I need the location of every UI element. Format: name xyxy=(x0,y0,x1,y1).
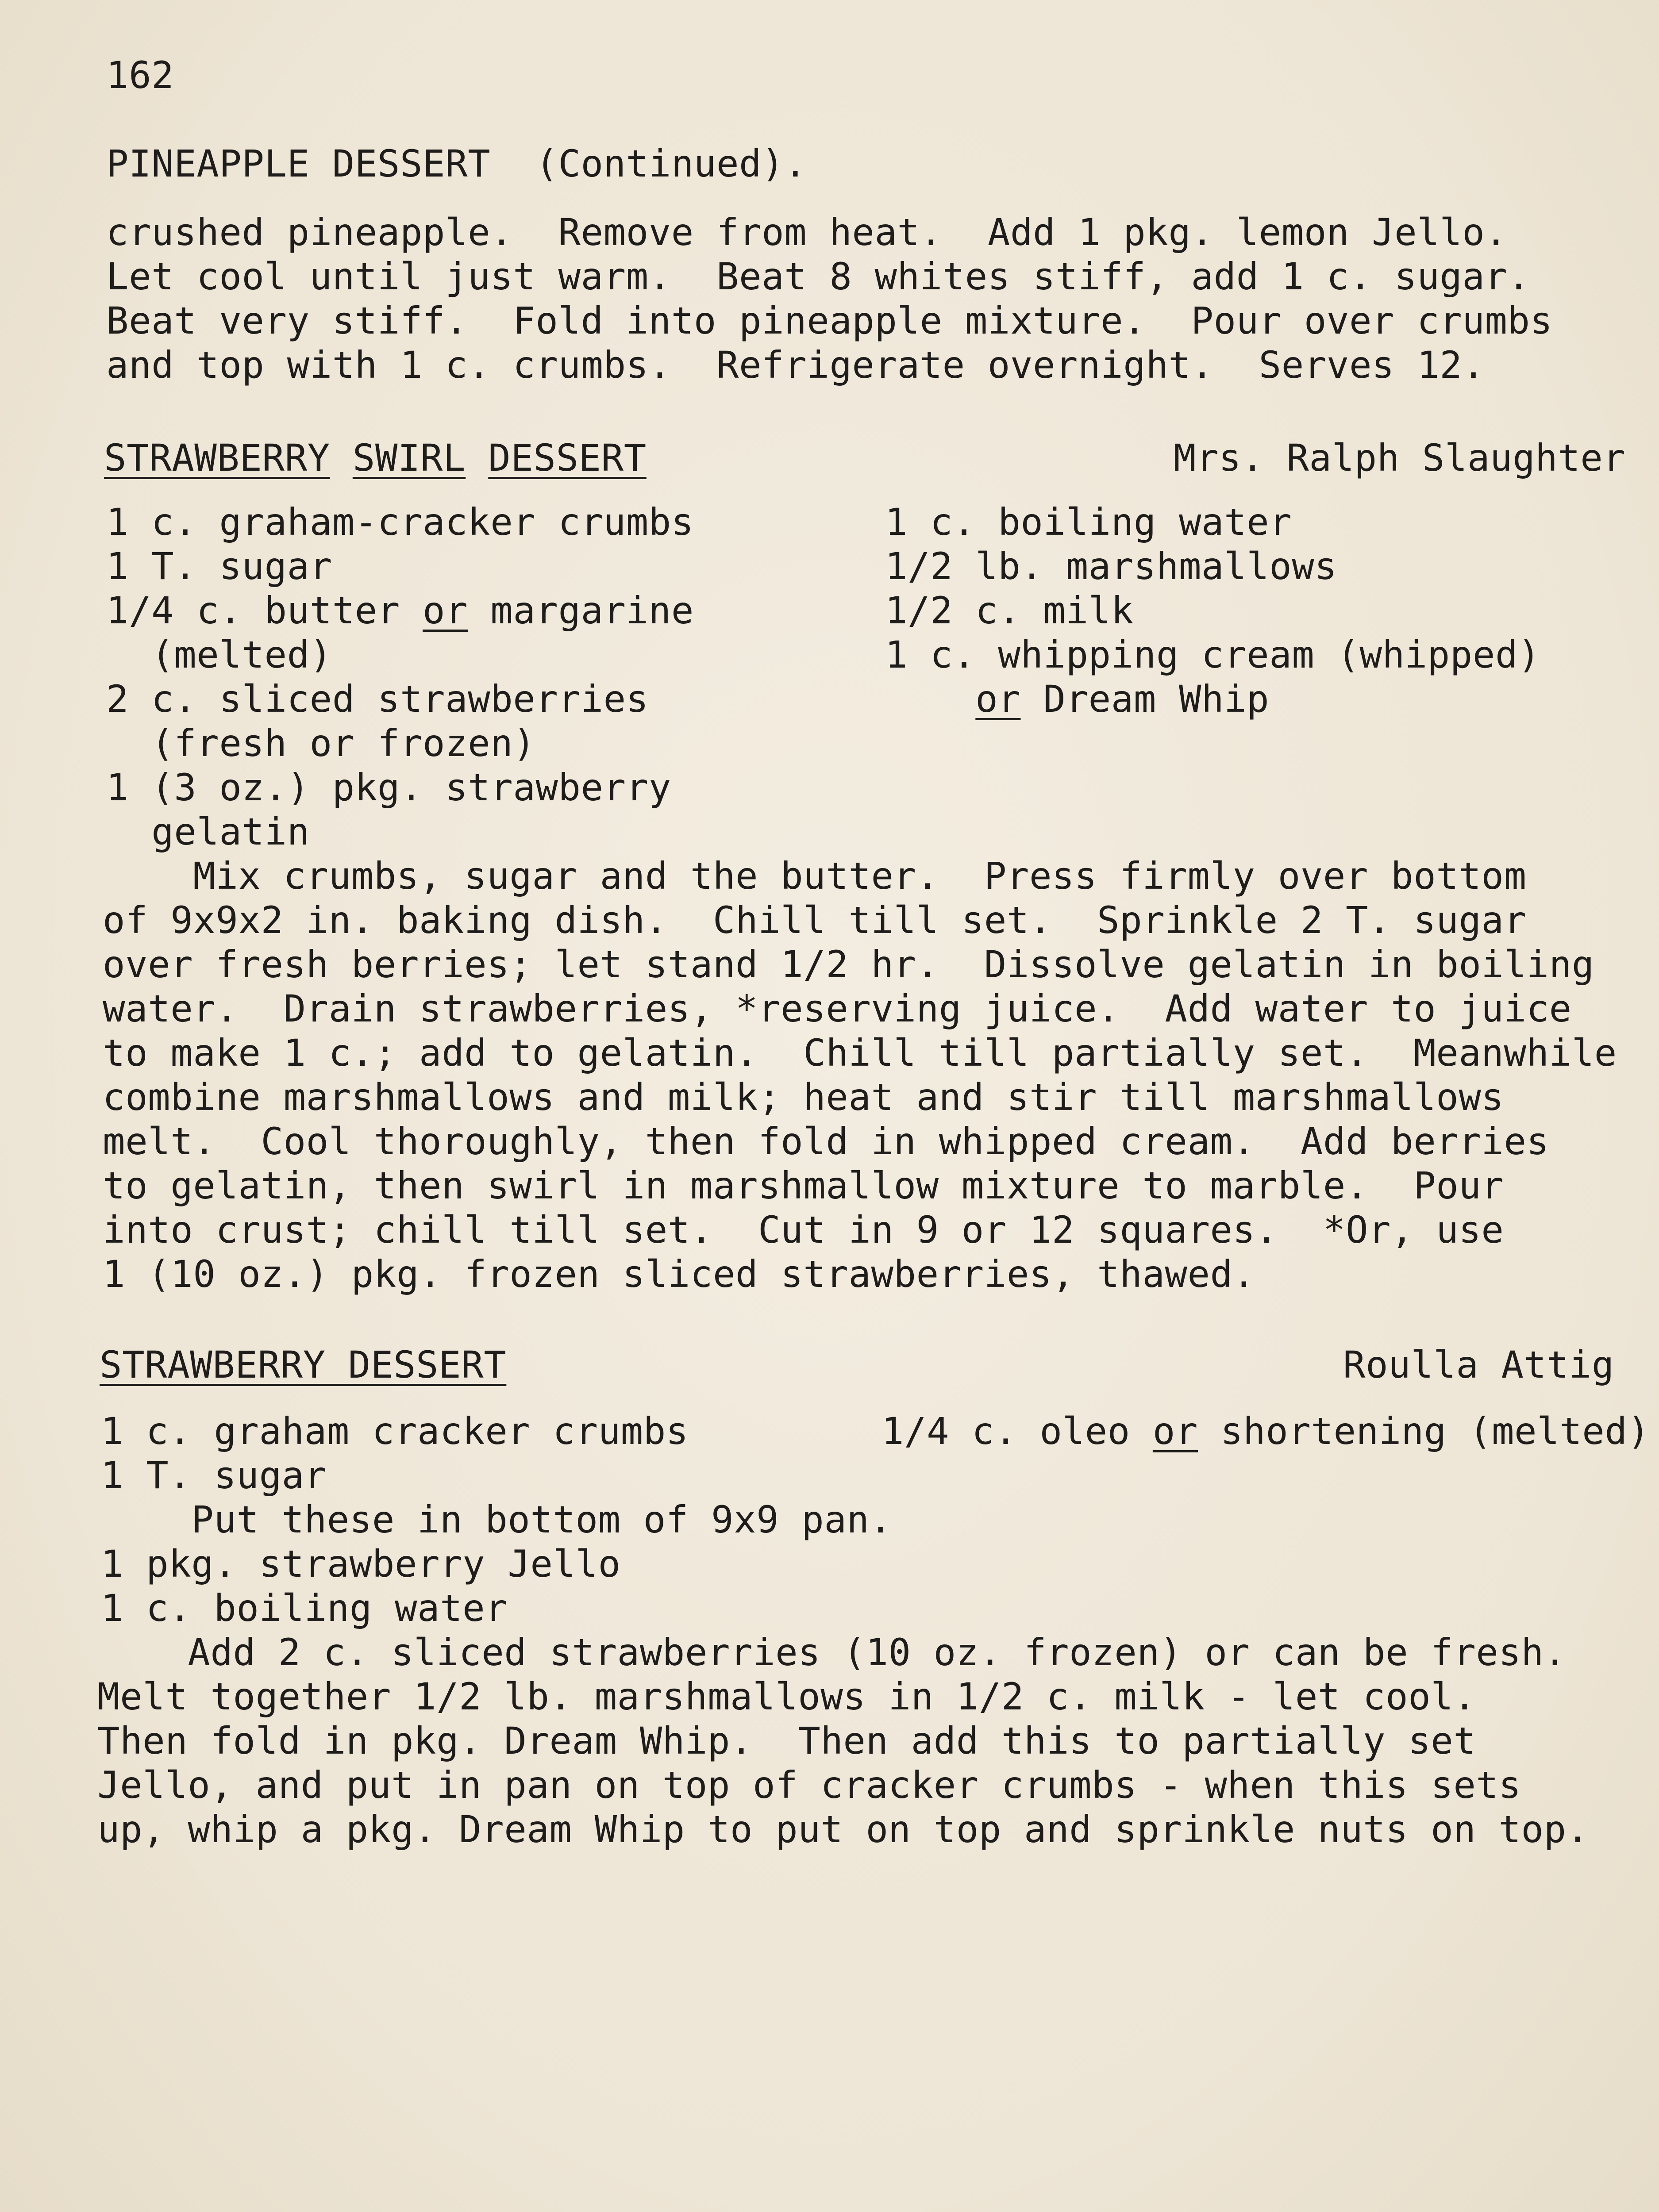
shortening-text: shortening (melted) xyxy=(1198,1409,1650,1453)
margarine-text: margarine xyxy=(468,589,694,632)
dessert-ingredient-oleo xyxy=(881,1409,1650,1453)
dessert-step-1: Put these in bottom of 9x9 pan. xyxy=(101,1498,892,1541)
dream-whip-text: Dream Whip xyxy=(1020,677,1270,721)
swirl-ingredient-gelatin: gelatin xyxy=(106,810,310,853)
or-underlined: or xyxy=(423,589,468,632)
pineapple-dessert-title: PINEAPPLE DESSERT xyxy=(106,142,491,185)
dessert-direction-1: Add 2 c. sliced strawberries (10 oz. frozen) or can be fresh. xyxy=(97,1631,1567,1674)
swirl-ingredient-whipping-cream: 1 c. whipping cream (whipped) xyxy=(885,633,1541,676)
swirl-direction-1: Mix crumbs, sugar and the butter. Press firmly over bottom xyxy=(103,854,1527,898)
title-word-dessert: DESSERT xyxy=(488,436,647,480)
pineapple-line-2: Let cool until just warm. Beat 8 whites stiff, add 1 c. sugar. xyxy=(106,255,1530,298)
dessert-direction-2: Melt together 1/2 lb. marshmallows in 1/2 c. milk - let cool. xyxy=(97,1675,1476,1718)
swirl-ingredient-milk: 1/2 c. milk xyxy=(885,589,1134,632)
dessert-ingredient-water: 1 c. boiling water xyxy=(101,1586,508,1630)
dessert-direction-5: up, whip a pkg. Dream Whip to put on top and sprinkle nuts on top. xyxy=(97,1808,1589,1851)
dessert-direction-4: Jello, and put in pan on top of cracker crumbs - when this sets xyxy=(97,1763,1521,1807)
dessert-ingredient-jello: 1 pkg. strawberry Jello xyxy=(101,1542,621,1586)
dessert-ingredient-crumbs: 1 c. graham cracker crumbs xyxy=(101,1409,689,1453)
swirl-ingredient-dream-whip xyxy=(885,677,1269,721)
swirl-ingredient-butter xyxy=(106,588,694,633)
or-underlined: or xyxy=(975,677,1021,721)
indent xyxy=(885,677,975,721)
dessert-direction-3: Then fold in pkg. Dream Whip. Then add this to partially set xyxy=(97,1719,1476,1763)
swirl-direction-5: to make 1 c.; add to gelatin. Chill till partially set. Meanwhile xyxy=(103,1031,1617,1075)
strawberry-swirl-title xyxy=(104,436,647,480)
swirl-direction-7: melt. Cool thoroughly, then fold in whipped cream. Add berries xyxy=(103,1120,1549,1163)
swirl-direction-2: of 9x9x2 in. baking dish. Chill till set. Sprinkle 2 T. sugar xyxy=(103,899,1527,942)
dessert-ingredient-sugar: 1 T. sugar xyxy=(101,1454,327,1497)
pineapple-dessert-heading xyxy=(106,142,807,186)
swirl-direction-9: into crust; chill till set. Cut in 9 or 12 squares. *Or, use xyxy=(103,1208,1504,1252)
swirl-ingredient-fresh-frozen: (fresh or frozen) xyxy=(106,722,536,765)
or-underlined: or xyxy=(1152,1409,1198,1453)
oleo-text: 1/4 c. oleo xyxy=(881,1409,1153,1453)
pineapple-line-1: crushed pineapple. Remove from heat. Add 1 pkg. lemon Jello. xyxy=(106,211,1508,254)
strawberry-dessert-title: STRAWBERRY DESSERT xyxy=(100,1343,507,1386)
swirl-ingredient-marshmallows: 1/2 lb. marshmallows xyxy=(885,545,1337,588)
strawberry-dessert-author: Roulla Attig xyxy=(1343,1343,1614,1386)
pineapple-line-3: Beat very stiff. Fold into pineapple mixture. Pour over crumbs xyxy=(106,299,1553,342)
swirl-direction-3: over fresh berries; let stand 1/2 hr. Dissolve gelatin in boiling xyxy=(103,943,1594,986)
pineapple-line-4: and top with 1 c. crumbs. Refrigerate overnight. Serves 12. xyxy=(106,343,1485,387)
swirl-ingredient-crumbs: 1 c. graham-cracker crumbs xyxy=(106,500,694,544)
title-word-swirl: SWIRL xyxy=(352,436,466,480)
swirl-ingredient-gelatin-pkg: 1 (3 oz.) pkg. strawberry xyxy=(106,766,671,809)
swirl-direction-10: 1 (10 oz.) pkg. frozen sliced strawberries, thawed. xyxy=(103,1252,1255,1296)
title-word-strawberry: STRAWBERRY xyxy=(104,436,330,480)
swirl-ingredient-melted: (melted) xyxy=(106,633,332,676)
butter-text: 1/4 c. butter xyxy=(106,589,423,632)
continued-label: (Continued). xyxy=(490,142,807,185)
page-number: 162 xyxy=(106,54,174,97)
swirl-direction-4: water. Drain strawberries, *reserving juice. Add water to juice xyxy=(103,987,1572,1030)
swirl-direction-6: combine marshmallows and milk; heat and stir till marshmallows xyxy=(103,1075,1504,1119)
swirl-direction-8: to gelatin, then swirl in marshmallow mixture to marble. Pour xyxy=(103,1164,1504,1207)
swirl-ingredient-sugar: 1 T. sugar xyxy=(106,545,332,588)
strawberry-swirl-author: Mrs. Ralph Slaughter xyxy=(1174,436,1626,480)
swirl-ingredient-strawberries: 2 c. sliced strawberries xyxy=(106,677,649,721)
swirl-ingredient-boiling-water: 1 c. boiling water xyxy=(885,500,1292,544)
